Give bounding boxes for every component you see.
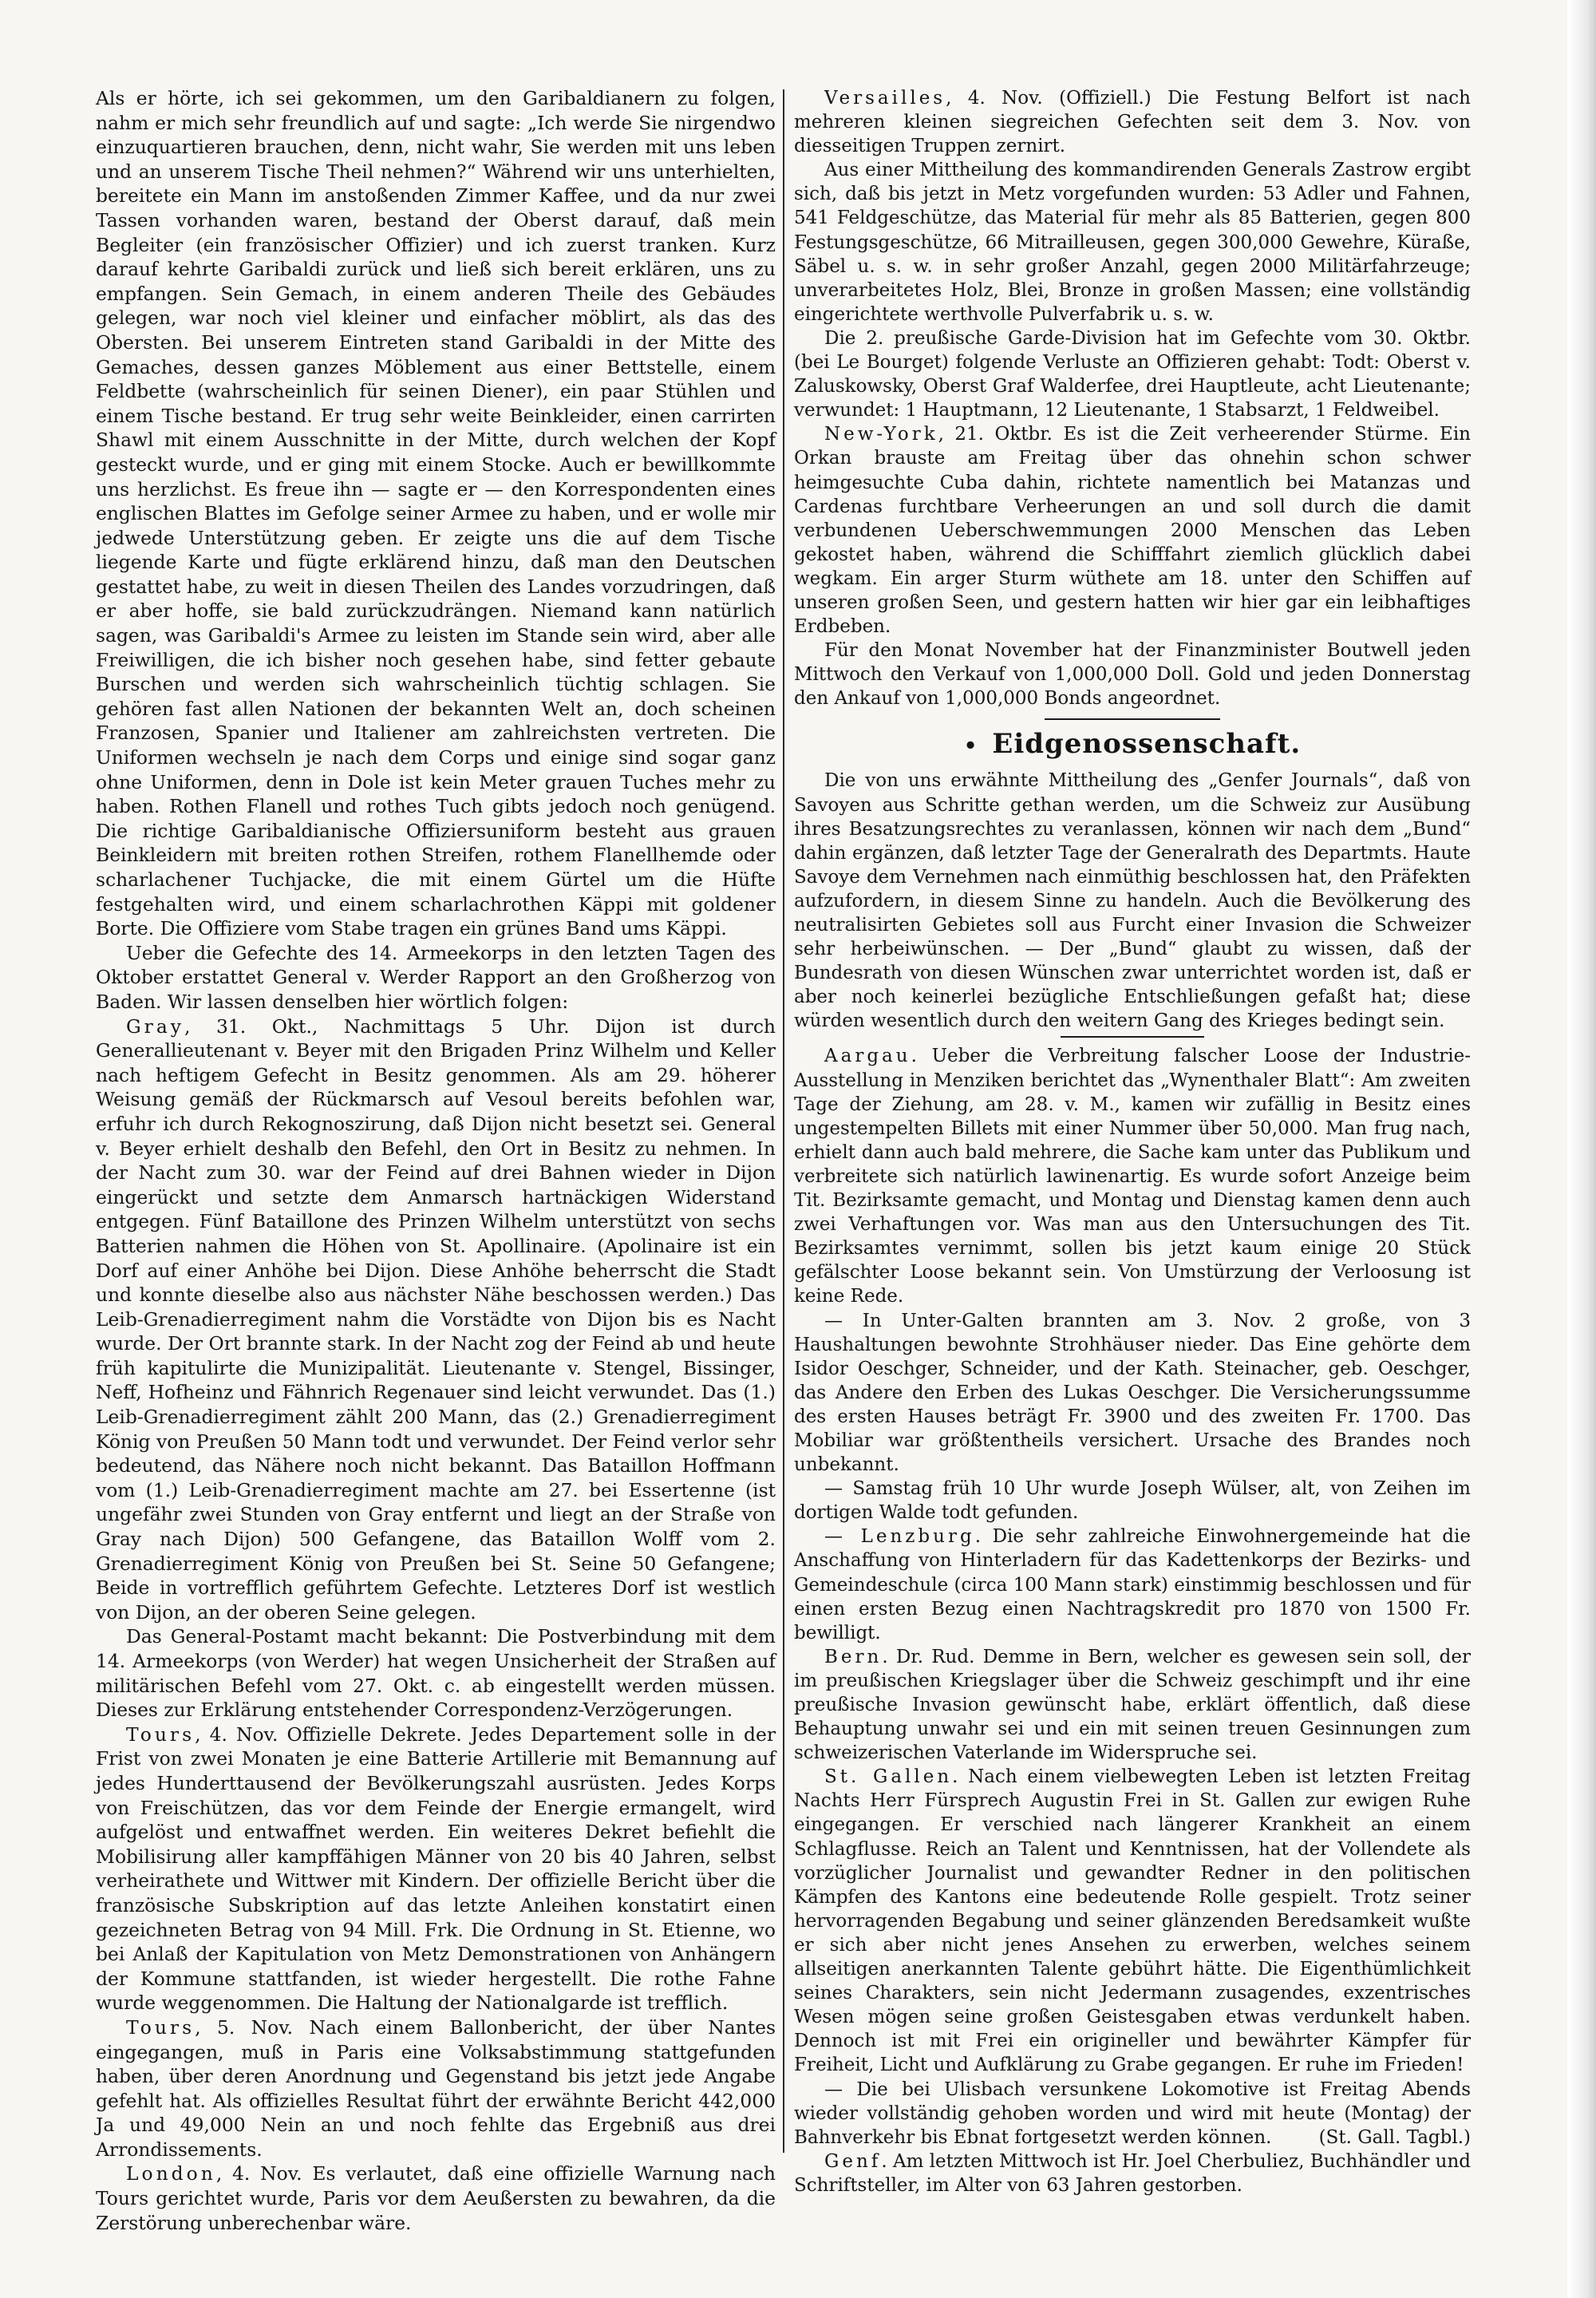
section-heading-text: Eidgenossenschaft. — [992, 728, 1302, 761]
local-news-text: . Ueber die Verbreitung falscher Loose der Industrie-Ausstellung in Menziken berichtet das „Wynenthaler Blatt“: Am zweiten Tage der Ziehung, am 28. v. M., kamen wir zufällig in Besitz eines ungestempelten Billets mit einer Nummer über 50,000. Man frug nach, erhielt dann auch bald mehrere, die Sache kam unter das Publikum und verbreitete sich natürlich lawinenartig. Es wurde sofort Anzeige beim Tit. Bezirksamte gemacht, und Montag und Dienstag kamen denn auch zwei Verhaftungen vor. Was man aus den Untersuchungen des Tit. Bezirksamtes vernimmt, sollen bis jetzt kaum einige 20 Stück gefälschter Loose bekannt sein. Von Umstürzung der Verloosung ist keine Rede. — [794, 1046, 1471, 1307]
short-separator — [1061, 1036, 1204, 1038]
dispatch-paragraph — [96, 2162, 776, 2235]
article-paragraph: Ueber die Gefechte des 14. Armeekorps in den letzten Tagen des Oktober erstattet General v. Werder Rapport an den Großherzog von Baden. Wir lassen denselben hier wörtlich folgen: — [96, 941, 776, 1013]
local-news-text: . Die sehr zahlreiche Einwohnergemeinde hat die Anschaffung von Hinterladern für das Kadettenkorps der Bezirks- und Gemeindeschule (circa 100 Mann stark) einstimmig beschlossen und für einen ersten Bezug einen Nachtragskredit pro 1870 von 1500 Fr. bewilligt. — [794, 1526, 1471, 1643]
dateline: Aargau — [824, 1046, 911, 1067]
dateline: St. Gallen — [824, 1766, 953, 1788]
local-news-paragraph — [794, 1525, 1471, 1644]
dateline: — Lenzburg — [824, 1526, 975, 1548]
local-news-paragraph — [794, 1765, 1471, 2077]
column-divider — [783, 89, 784, 2153]
dateline: Versailles — [824, 88, 946, 109]
dispatch-text: , 21. Oktbr. Es ist die Zeit verheerender Stürme. Ein Orkan brauste am Freitag über das ohnehin schon schwer heimgesuchte Cuba dahin, richtete namentlich bei Matanzas und Cardenas furchtbare Verheerungen an und soll durch die damit verbundenen Ueberschwemmungen 2000 Menschen das Leben gekostet haben, während die Schifffahrt ziemlich glücklich dabei wegkam. Ein arger Sturm wüthete am 18. unter den Schiffen auf unseren großen Seen, und gestern hatten wir hier gar ein leibhaftiges Erdbeben. — [794, 424, 1471, 638]
dispatch-paragraph — [96, 1723, 776, 2015]
dispatch-text: , 4. Nov. Offizielle Dekrete. Jedes Departement solle in der Frist von zwei Monaten je eine Batterie Artillerie mit Bemannung auf jedes Hunderttausend der Bevölkerungszahl ausrüsten. Jedes Korps von Freischützen, das vor dem Feinde der Energie ermangelt, wird aufgelöst und entwaffnet werden. Ein weiteres Dekret befiehlt die Mobilisirung aller kampffähigen Männer von 20 bis 40 Jahren, selbst verheirathete und Wittwer mit Kindern. Der offizielle Bericht über die französische Subskription auf das letzte Anleihen konstatirt einen gezeichneten Betrag von 94 Mill. Frk. Die Ordnung in St. Etienne, wo bei Anlaß der Kapitulation von Metz Demonstrationen von Anhängern der Kommune stattfanden, ist wieder hergestellt. Die rothe Fahne wurde weggenommen. Die Haltung der Nationalgarde ist trefflich. — [96, 1723, 776, 2015]
dateline: Bern — [824, 1646, 883, 1667]
article-paragraph: Das General-Postamt macht bekannt: Die Postverbindung mit dem 14. Armeekorps (von Werder) hat wegen Unsicherheit der Straßen auf militärischen Befehl vom 27. Okt. c. ab eingestellt werden müssen. Dieses zur Erklärung entstehender Correspondenz-Verzögerungen. — [96, 1625, 776, 1722]
dispatch-paragraph — [794, 422, 1471, 639]
right-column — [794, 86, 1471, 2197]
local-news-paragraph — [794, 1645, 1471, 1765]
article-paragraph: Die 2. preußische Garde-Division hat im Gefechte vom 30. Oktbr. (bei Le Bourget) folgende Verluste an Offizieren gehabt: Todt: Oberst v. Zaluskowsky, Oberst Graf Walderfee, drei Hauptleute, acht Lieutenante; verwundet: 1 Hauptmann, 12 Lieutenante, 1 Stabsarzt, 1 Feldweibel. — [794, 327, 1471, 421]
article-paragraph: Als er hörte, ich sei gekommen, um den Garibaldianern zu folgen, nahm er mich sehr freundlich auf und sagte: „Ich werde Sie nirgendwo einzuquartieren brauchen, denn, nicht wahr, Sie werden mit uns leben und an unserem Tische Theil nehmen?“ Während wir uns unterhielten, bereitete ein Mann im anstoßenden Zimmer Kaffee, und da nur zwei Tassen vorhanden waren, bestand der Oberst darauf, daß mein Begleiter (ein französischer Offizier) und ich zuerst tranken. Kurz darauf kehrte Garibaldi zurück und ließ sich bereit erklären, uns zu empfangen. Sein Gemach, in einem anderen Theile des Gebäudes gelegen, war noch viel kleiner und einfacher möblirt, als das des Obersten. Bei unserem Eintreten stand Garibaldi in der Mitte des Gemaches, dessen ganzes Möblement aus einer Bettstelle, einem Feldbette (wahrscheinlich für seinen Diener), ein paar Stühlen und einem Tische bestand. Er trug sehr weite Beinkleider, einen carrirten Shawl mit einem Ausschnitte in der Mitte, durch welchen der Kopf gesteckt wurde, und er ging mit einem Stocke. Auch er bewillkommte uns herzlichst. Es freue ihn — sagte er — den Korrespondenten eines englischen Blattes im Gefolge seiner Armee zu haben, und er wolle mir jedwede Unterstützung geben. Er zeigte uns die auf dem Tische liegende Karte und fügte erklärend hinzu, daß man den Deutschen gestattet habe, zu weit in diesen Theilen des Landes vorzudringen, daß er aber hoffe, sie bald zurückzudrängen. Niemand kann natürlich sagen, was Garibaldi's Armee zu leisten im Stande sein wird, aber alle Freiwilligen, die ich bisher noch gesehen habe, sind fetter gebaute Burschen und werden sich wahrscheinlich tüchtig schlagen. Sie gehören fast allen Nationen der bekannten Welt an, doch scheinen Franzosen, Spanier und Italiener am zahlreichsten vertreten. Die Uniformen wechseln je nach dem Corps und einige sind sogar ganz ohne Uniformen, denn in Dole ist kein Meter grauen Tuches mehr zu haben. Rothen Flanell und rothes Tuch gibts jedoch noch genügend. Die richtige Garibaldianische Offiziersuniform besteht aus grauen Beinkleidern mit breiten rothen Streifen, rothem Flanellhemde oder scharlachener Tuchjacke, die mit einem Gürtel um die Hüfte festgehalten wird, und einem scharlachrothen Käppi mit goldener Borte. Die Offiziere vom Stabe tragen ein grünes Band ums Käppi. — [96, 87, 776, 940]
local-news-paragraph — [794, 1044, 1471, 1308]
section-heading — [794, 726, 1471, 764]
local-news-paragraph: — Samstag früh 10 Uhr wurde Joseph Wülser, alt, von Zeihen im dortigen Walde todt gefunden. — [794, 1478, 1471, 1524]
local-news-text: . Am letzten Mittwoch ist Hr. Joel Cherbuliez, Buchhändler und Schriftsteller, im Alter von 63 Jahren gestorben. — [794, 2150, 1471, 2196]
dispatch-text: , 4. Nov. (Offiziell.) Die Festung Belfort ist nach mehreren kleinen siegreichen Gefechten seit dem 3. Nov. von diesseitigen Truppen zernirt. — [794, 88, 1471, 157]
article-paragraph: Die von uns erwähnte Mittheilung des „Genfer Journals“, daß von Savoyen aus Schritte gethan werden, um die Schweiz zur Ausübung ihres Besatzungsrechtes zu veranlassen, können wir nach dem „Bund“ dahin ergänzen, daß letzter Tage der Generalrath des Departmts. Haute Savoye dem Vernehmen nach einmüthig beschlossen hat, den Präfekten aufzufordern, in diesem Sinne zu handeln. Auch die Bevölkerung des neutralisirten Gebietes soll aus Furcht einer Invasion die Schweizer sehr herbeiwünschen. — Der „Bund“ glaubt zu wissen, daß der Bundesrath von diesen Wünschen zwar unterrichtet worden ist, daß er aber noch keinerlei bezügliche Entschließungen gefaßt hat; diese würden wesentlich durch den weitern Gang des Krieges bedingt sein. — [794, 770, 1471, 1032]
dateline: London — [126, 2162, 216, 2185]
source-citation: (St. Gall. Tagbl.) — [1318, 2126, 1471, 2148]
local-news-paragraph: — In Unter-Galten brannten am 3. Nov. 2 große, von 3 Haushaltungen bewohnte Strohhäuser nieder. Das Eine gehörte dem Isidor Oeschger, Schneider, und der Kath. Steinacher, geb. Oeschger, das Andere den Erben des Lukas Oeschger. Die Versicherungssumme des ersten Hauses beträgt Fr. 3900 und des zweiten Fr. 1700. Das Mobiliar war größtentheils versichert. Ursache des Brandes noch unbekannt. — [794, 1310, 1471, 1476]
dispatch-paragraph — [794, 86, 1471, 158]
section-separator — [1045, 718, 1220, 720]
left-column — [96, 86, 776, 2235]
dateline: Genf — [824, 2150, 882, 2172]
dispatch-text: , 5. Nov. Nach einem Ballonbericht, der über Nantes eingegangen, muß in Paris eine Volksabstimmung stattgefunden haben, über deren Anordnung und Gegenstand bis jetzt jede Angabe gefehlt hat. Als offizielles Resultat führt der erwähnte Bericht 442,000 Ja und 49,000 Nein an und noch fehlte das Ergebniß aus drei Arrondissements. — [96, 2015, 776, 2161]
dispatch-paragraph — [96, 2015, 776, 2162]
dateline: Tours — [126, 1723, 196, 1746]
local-news-text: . Nach einem vielbewegten Leben ist letzten Freitag Nachts Herr Fürsprech Augustin Frei in St. Gallen zur ewigen Ruhe eingegangen. Er verschied nach längerer Krankheit an einem Schlagflusse. Reich an Talent und Kenntnissen, hat der Vollendete als vorzüglicher Journalist und gewandter Redner in den politischen Kämpfen des Kantons eine bedeutende Rolle gespielt. Trotz seiner hervorragenden Begabung und seiner glänzenden Beredsamkeit wußte er sich aber nicht jenes Ansehen zu erwerben, welches seinem allseitigen anerkannten Talente gebührt hätte. Die Eigenthümlichkeit seines Charakters, sein nicht Jedermann zusagendes, exzentrisches Wesen mögen seine großen Geistesgaben etwas verdunkelt haben. Dennoch ist mit Frei ein origineller und bewährter Kämpfer für Freiheit, Licht und Aufklärung zu Grabe gegangen. Er ruhe im Frieden! — [794, 1766, 1472, 2076]
dispatch-paragraph — [96, 1015, 776, 1625]
article-paragraph: Für den Monat November hat der Finanzminister Boutwell jeden Mittwoch den Verkauf von 1,000,000 Doll. Gold und jeden Donnerstag den Ankauf von 1,000,000 Bonds angeordnet. — [794, 640, 1471, 710]
local-news-paragraph — [794, 2078, 1471, 2150]
local-news-text: . Dr. Rud. Demme in Bern, welcher es gewesen sein soll, der im preußischen Kriegslager über die Schweiz geschimpft und ihr eine preußische Invasion gewünscht habe, erklärt öffentlich, daß diese Behauptung unwahr sei und ein mit seinen treuen Gesinnungen zum schweizerischen Vaterlande im Widerspruche sei. — [794, 1646, 1471, 1764]
dateline: New-York — [824, 424, 938, 445]
heading-bullet: • — [963, 734, 978, 759]
local-news-text: — Die bei Ulisbach versunkene Lokomotive ist Freitag Abends wieder vollständig gehoben worden und wird mit heute (Montag) der Bahnverkehr bis Ebnat fortgesetzt werden können. — [794, 2078, 1471, 2148]
dispatch-text: , 31. Okt., Nachmittags 5 Uhr. Dijon ist durch Generallieutenant v. Beyer mit den Brigaden Prinz Wilhelm und Keller nach heftigem Gefecht in Besitz genommen. Als am 29. höherer Weisung gemäß der Rückmarsch auf Vesoul bereits befohlen war, erfuhr ich durch Rekognoszirung, daß Dijon nicht besetzt sei. General v. Beyer erhielt deshalb den Befehl, den Ort in Besitz zu nehmen. In der Nacht zum 30. war der Feind auf drei Bahnen wieder in Dijon eingerückt und setzte dem Anmarsch hartnäckigen Widerstand entgegen. Fünf Bataillone des Prinzen Wilhelm unterstützt von sechs Batterien nahmen die Höhen von St. Apollinaire. (Apolinaire ist ein Dorf auf einer Anhöhe bei Dijon. Diese Anhöhe beherrscht die Stadt und konnte dieselbe also aus nächster Nähe beschossen werden.) Das Leib-Grenadierregiment nahm die Vorstädte von Dijon bis es Nacht wurde. Der Ort brannte stark. In der Nacht zog der Feind ab und heute früh kapitulirte die Munizipalität. Lieutenante v. Stengel, Bissinger, Neff, Hofheinz und Fähnrich Regenauer sind leicht verwundet. Das (1.) Leib-Grenadierregiment zählt 200 Mann, das (2.) Grenadierregiment König von Preußen 50 Mann todt und verwundet. Der Feind verlor sehr bedeutend, das Nähere noch nicht bekannt. Das Bataillon Hoffmann vom (1.) Leib-Grenadierregiment machte am 27. bei Essertenne (ist ungefähr zwei Stunden von Gray entfernt und liegt an der Straße von Gray nach Dijon) 500 Gefangene, das Bataillon Wolff vom 2. Grenadierregiment König von Preußen bei St. Seine 50 Gefangene; Beide in vortrefflich geführtem Gefechte. Letzteres Dorf ist westlich von Dijon, an der oberen Seine gelegen. — [96, 1015, 776, 1624]
page-edge-shadow — [1567, 0, 1596, 2298]
dispatch-text: , 4. Nov. Es verlautet, daß eine offizielle Warnung nach Tours gerichtet wurde, Paris vor dem Aeußersten zu bewahren, da die Zerstörung unberechenbar wäre. — [96, 2162, 776, 2234]
local-news-paragraph — [794, 2150, 1471, 2197]
dateline: Tours — [126, 2015, 196, 2039]
dateline: Gray — [126, 1015, 185, 1038]
article-paragraph: Aus einer Mittheilung des kommandirenden Generals Zastrow ergibt sich, daß bis jetzt in Metz vorgefunden wurden: 53 Adler und Fahnen, 541 Feldgeschütze, das Material für mehr als 85 Batterien, gegen 800 Festungsgeschütze, 66 Mitrailleusen, gegen 300,000 Gewehre, Küraße, Säbel u. s. w. in sehr großer Anzahl, gegen 2000 Militärfahrzeuge; unverarbeitetes Holz, Blei, Bronze in großen Massen; eine vollständig eingerichtete werthvolle Pulverfabrik u. s. w. — [794, 160, 1471, 325]
